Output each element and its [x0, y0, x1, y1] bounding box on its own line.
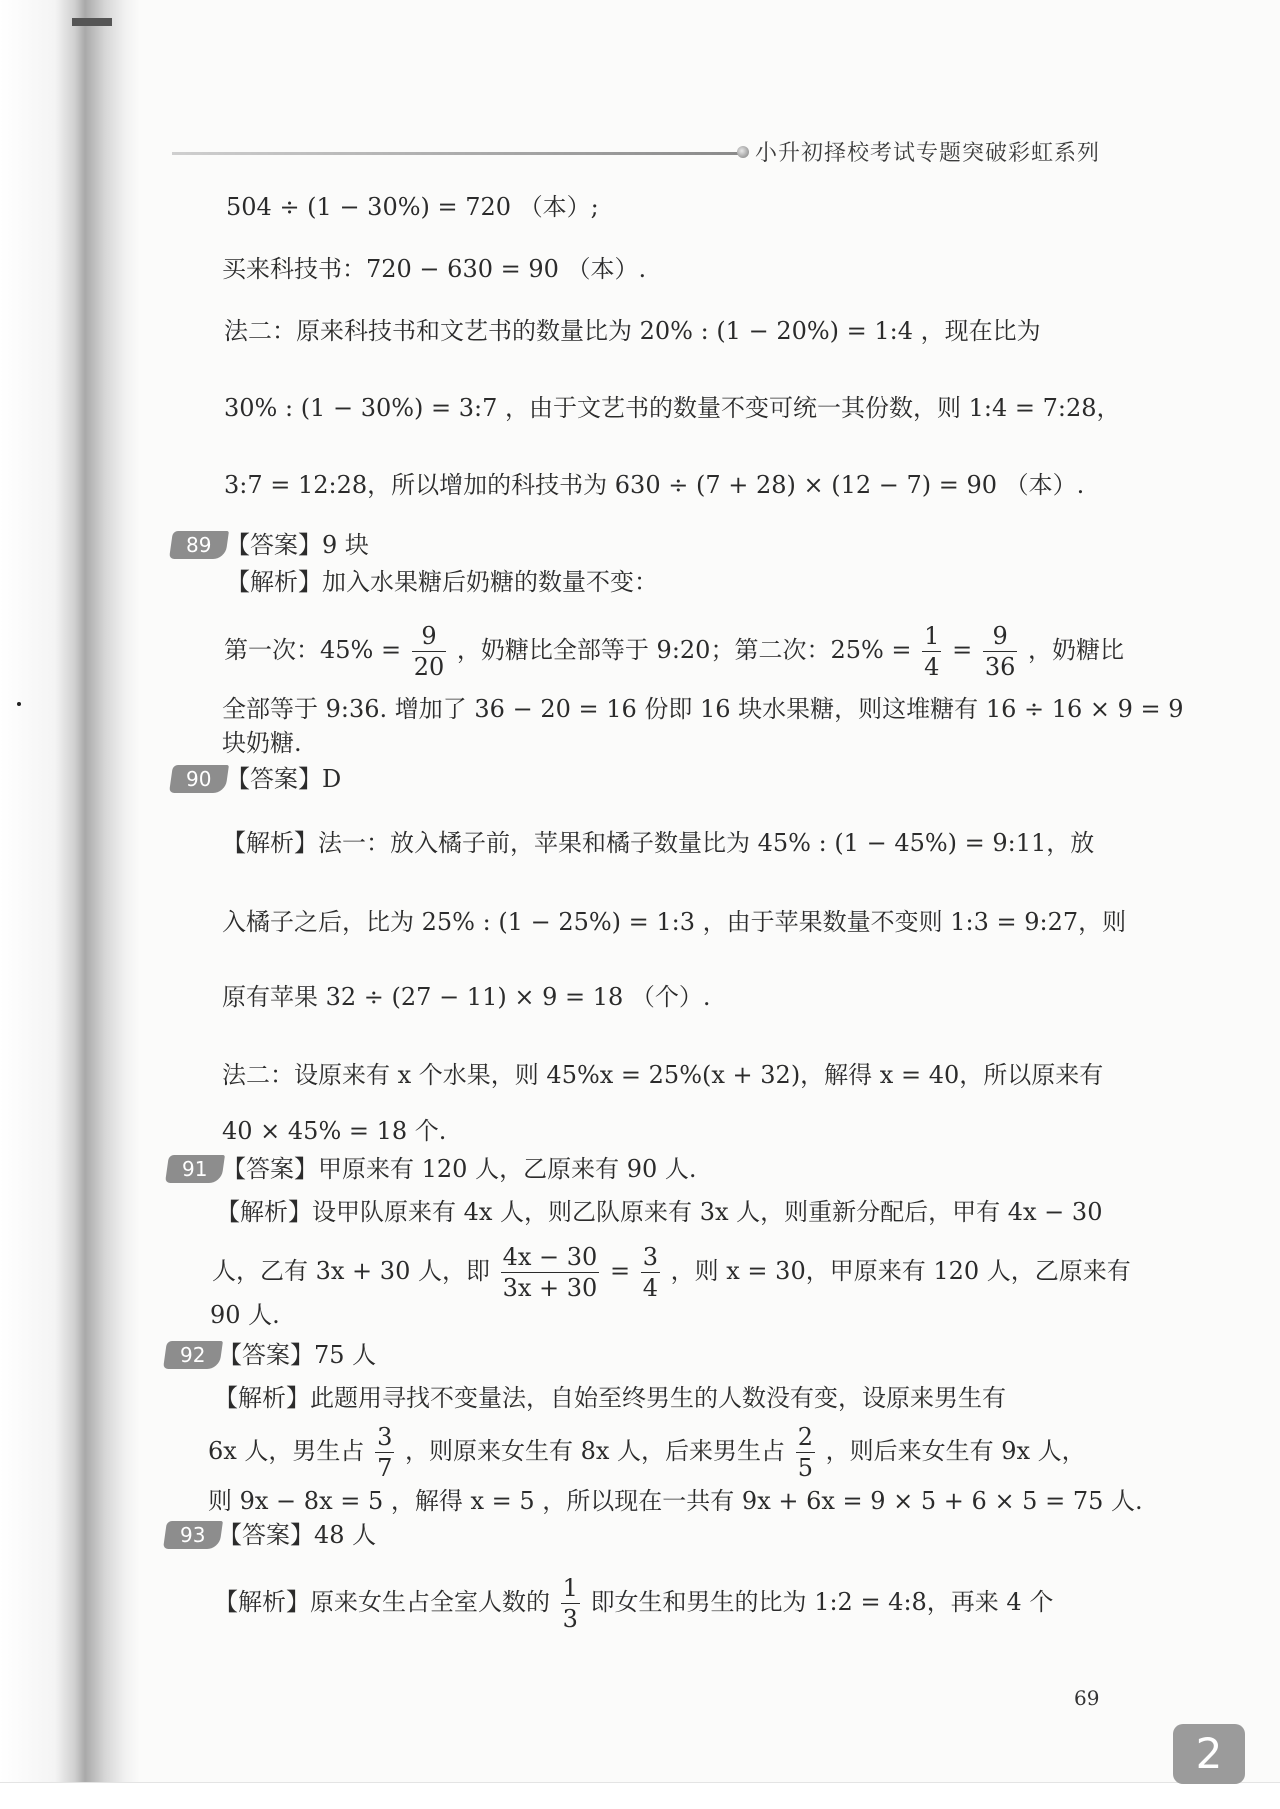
q89-analysis-line-4: 块奶糖. [222, 729, 302, 757]
header-rule [172, 152, 739, 155]
q89-analysis-line-1: 【解析】加入水果糖后奶糖的数量不变： [226, 568, 658, 596]
book-spine-shadow [0, 0, 140, 1809]
fraction: $\frac{9}{36}$ [984, 622, 1016, 681]
question-number-badge: 91 [165, 1155, 225, 1183]
q92-answer: 【答案】75 人 [218, 1341, 377, 1369]
carryover-line-3: 法二：原来科技书和文艺书的数量比为 20% : (1 − 20%) = 1:4 ，现在比为 [224, 317, 1041, 345]
q89-analysis-line-3: 全部等于 9:36. 增加了 36 − 20 = 16 份即 16 块水果糖，则这堆糖有 16 ÷ 16 × 9 = 9 [222, 695, 1184, 723]
page-bottom-edge [0, 1782, 1280, 1809]
q91-analysis-line-1: 【解析】设甲队原来有 4x 人，则乙队原来有 3x 人，则重新分配后，甲有 4x − 30 [216, 1198, 1103, 1226]
q90-analysis-line-3: 原有苹果 32 ÷ (27 − 11) × 9 = 18 （个）. [222, 983, 711, 1011]
question-number-badge: 93 [163, 1521, 223, 1549]
question-number-badge: 92 [163, 1341, 223, 1369]
question-number-badge: 90 [169, 765, 229, 793]
q92-analysis-line-1: 【解析】此题用寻找不变量法，自始至终男生的人数没有变，设原来男生有 [214, 1384, 1006, 1412]
series-title: 小升初择校考试专题突破彩虹系列 [755, 141, 1101, 166]
scan-speck [17, 702, 21, 706]
carryover-line-1: 504 ÷ (1 − 30%) = 720 （本）; [226, 193, 599, 221]
q91-analysis-line-3: 90 人. [210, 1301, 280, 1329]
fraction: $\frac{3}{7}$ [377, 1423, 393, 1482]
carryover-line-4: 30% : (1 − 30%) = 3:7 ，由于文艺书的数量不变可统一其份数，则 1:4 = 7:28， [224, 394, 1121, 422]
header-bullet-icon [737, 146, 749, 158]
q90-answer: 【答案】D [226, 765, 342, 793]
spine-mark [72, 18, 112, 26]
q90-analysis-line-4: 法二：设原来有 x 个水果，则 45%x = 25%(x + 32)，解得 x = 40，所以原来有 [222, 1061, 1104, 1089]
q93-analysis-line-1: 【解析】原来女生占全室人数的 $\frac{1}{3}$ 即女生和男生的比为 1:2 = 4:8，再来 4 个 [214, 1574, 1054, 1633]
fraction: $\frac{9}{20}$ [413, 622, 445, 681]
carryover-line-5: 3:7 = 12:28，所以增加的科技书为 630 ÷ (7 + 28) × (12 − 7) = 90 （本）. [224, 471, 1085, 499]
fraction: $\frac{3}{4}$ [642, 1243, 658, 1302]
question-number-badge: 89 [169, 531, 229, 559]
q89-answer: 【答案】9 块 [226, 531, 369, 559]
fraction: $\frac{4x - 30}{3x + 30}$ [502, 1243, 598, 1302]
q93-answer: 【答案】48 人 [218, 1521, 377, 1549]
q92-analysis-line-3: 则 9x − 8x = 5 ，解得 x = 5 ，所以现在一共有 9x + 6x = 9 × 5 + 6 × 5 = 75 人. [208, 1487, 1143, 1515]
page-number: 69 [1074, 1686, 1100, 1710]
q91-answer: 【答案】甲原来有 120 人，乙原来有 90 人. [222, 1155, 697, 1183]
page-index-badge: 2 [1173, 1724, 1245, 1784]
fraction: $\frac{1}{4}$ [924, 622, 940, 681]
q92-analysis-line-2: 6x 人，男生占 $\frac{3}{7}$ ，则原来女生有 8x 人，后来男生占 $\frac{2}{5}$ ，则后来女生有 9x 人， [208, 1423, 1086, 1482]
fraction: $\frac{2}{5}$ [797, 1423, 813, 1482]
fraction: $\frac{1}{3}$ [562, 1574, 578, 1633]
q90-analysis-line-2: 入橘子之后，比为 25% : (1 − 25%) = 1:3 ，由于苹果数量不变则 1:3 = 9:27，则 [222, 908, 1127, 936]
q89-analysis-line-2: 第一次：45% = $\frac{9}{20}$ ，奶糖比全部等于 9:20；第二次：25% = $\frac{1}{4}$ = $\frac{9}{36}$ ，奶糖比 [224, 622, 1125, 681]
q91-analysis-line-2: 人，乙有 3x + 30 人，即 $\frac{4x - 30}{3x + 30}$ = $\frac{3}{4}$ ，则 x = 30，甲原来有 120 人，乙原来有 [212, 1243, 1131, 1302]
q90-analysis-line-1: 【解析】法一：放入橘子前，苹果和橘子数量比为 45% : (1 − 45%) = 9:11，放 [222, 829, 1095, 857]
q90-analysis-line-5: 40 × 45% = 18 个. [222, 1117, 447, 1145]
carryover-line-2: 买来科技书：720 − 630 = 90 （本）. [222, 255, 647, 283]
